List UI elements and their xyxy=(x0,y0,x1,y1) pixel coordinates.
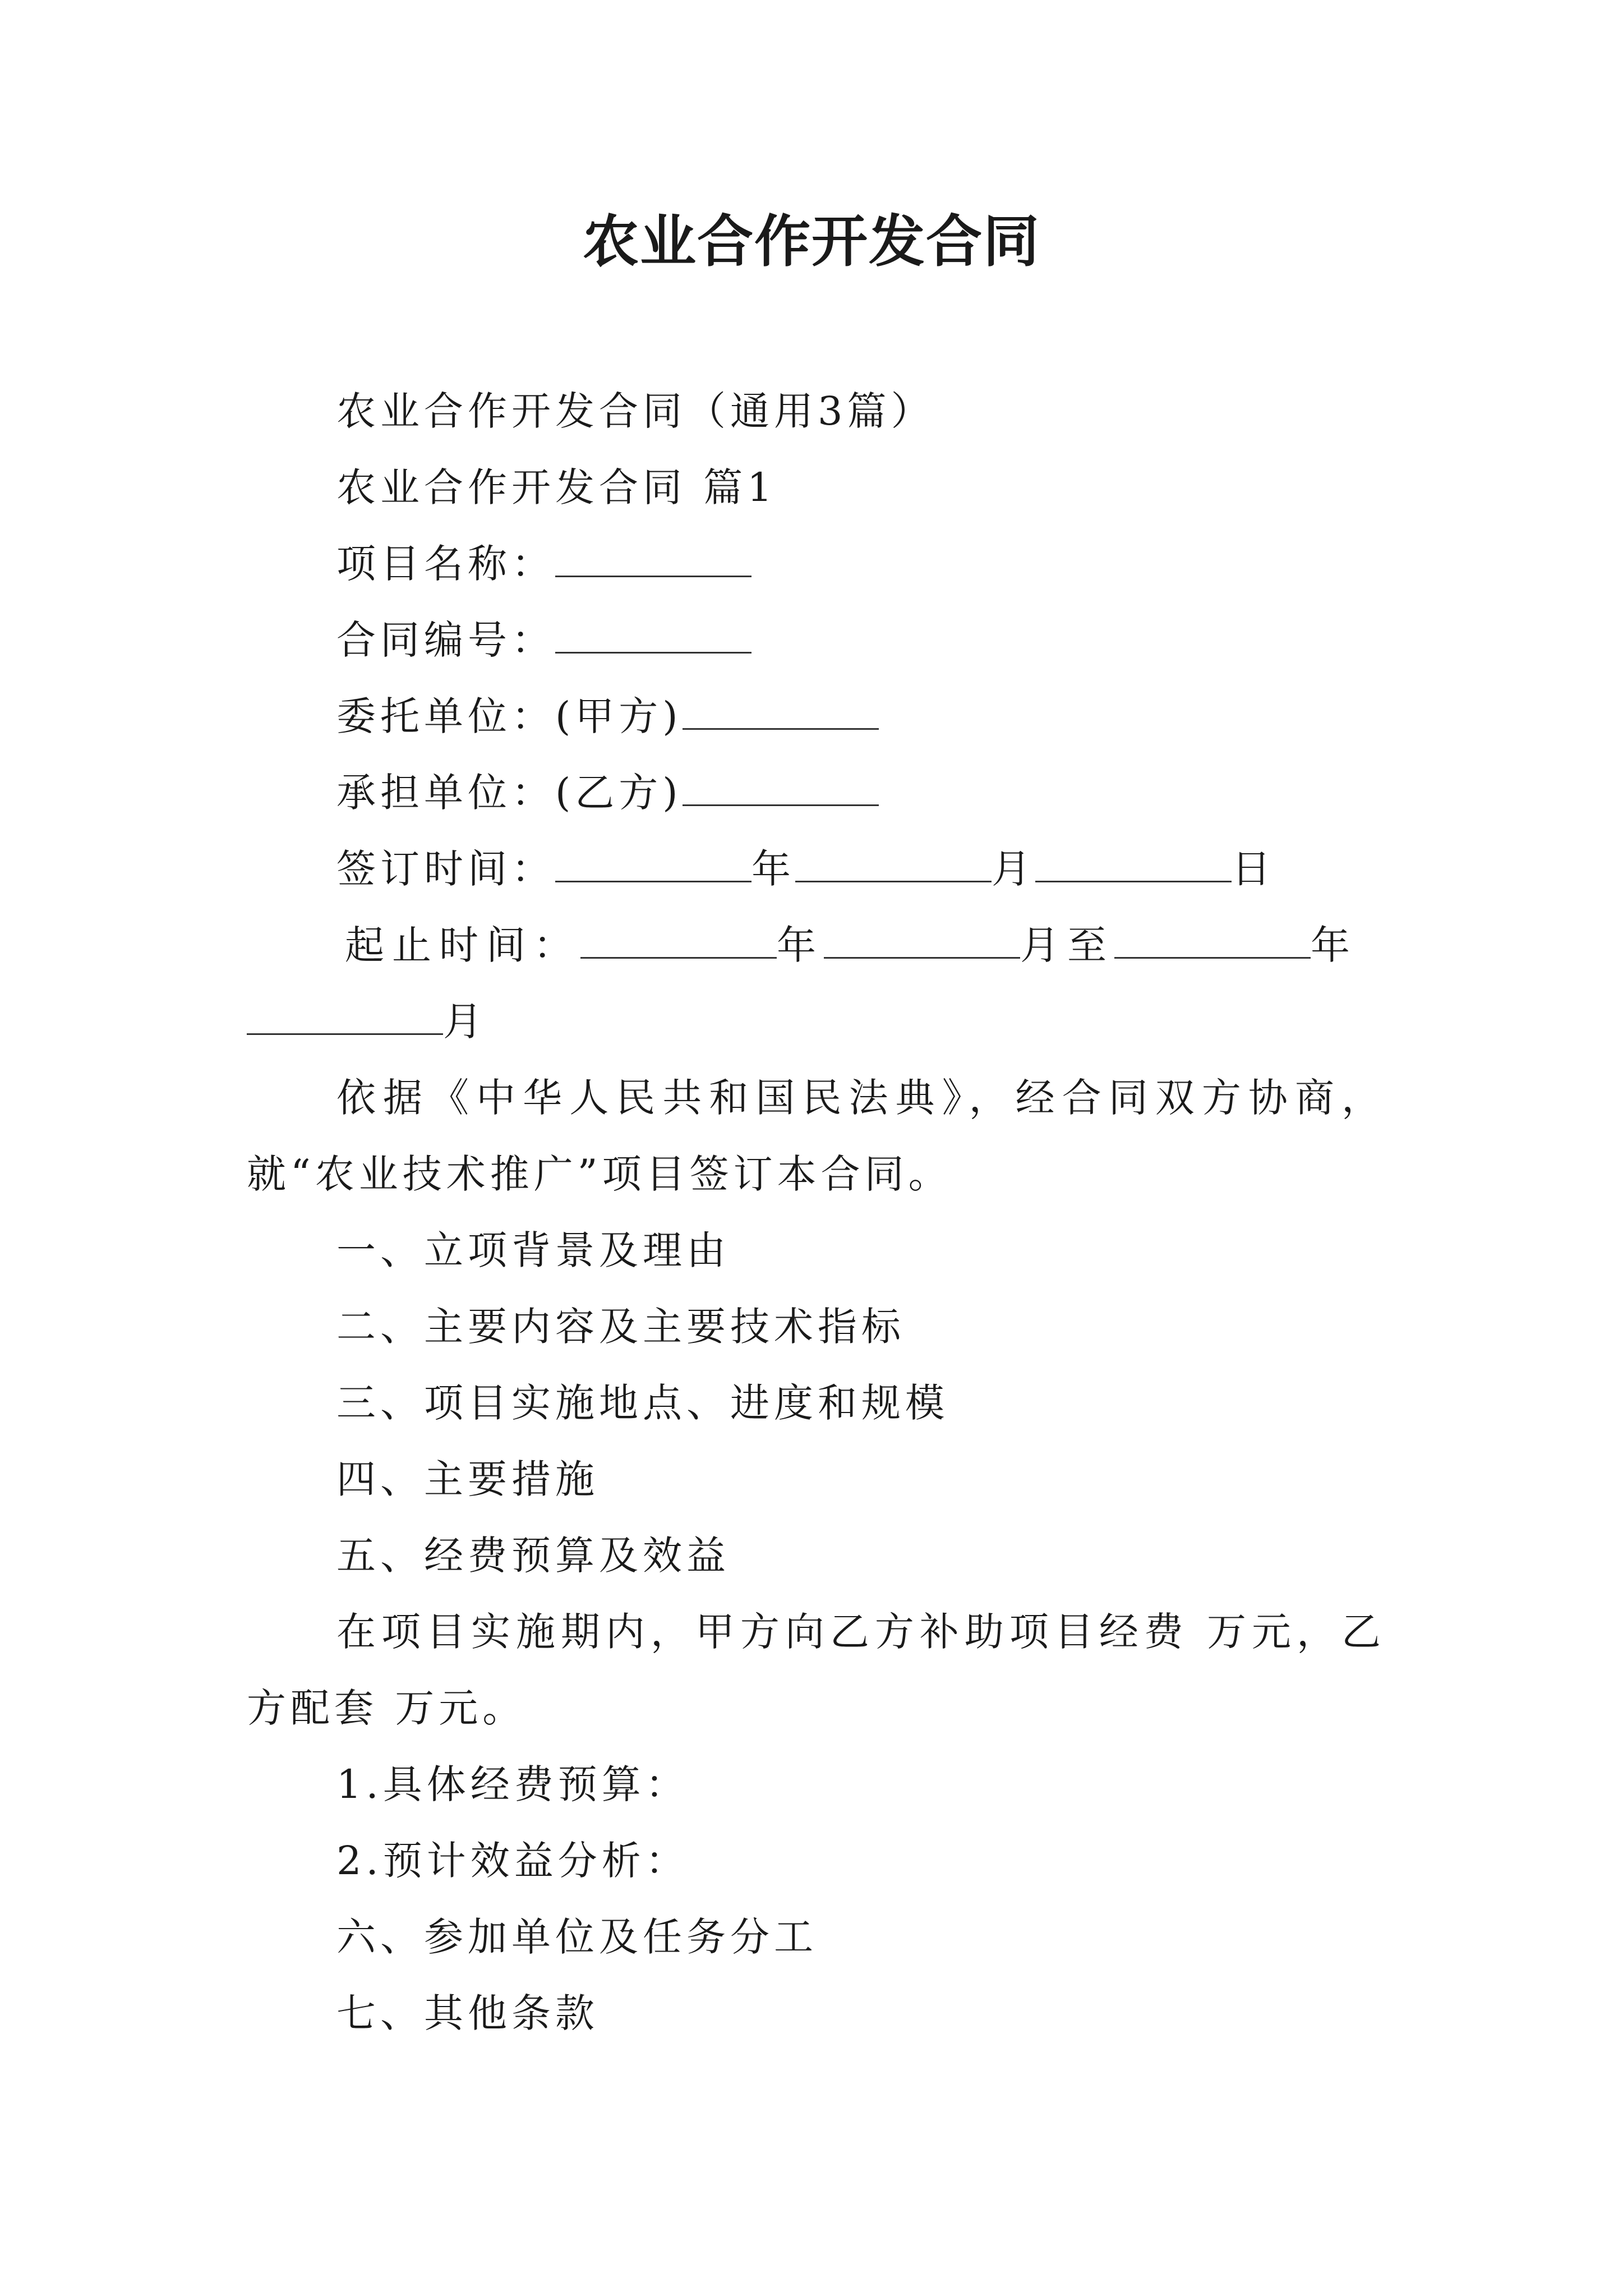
period-end-year-unit: 年 xyxy=(1311,922,1358,968)
sign-day-unit: 日 xyxy=(1232,846,1275,892)
sign-year-unit: 年 xyxy=(751,846,795,892)
client-line xyxy=(247,678,1385,754)
project-name-blank xyxy=(555,542,751,577)
item-5: 五、经费预算及效益 xyxy=(336,1533,730,1579)
project-name-line xyxy=(247,526,1385,602)
sign-month-blank xyxy=(795,847,992,882)
contractor-line xyxy=(247,754,1385,831)
item-4: 四、主要措施 xyxy=(336,1456,599,1502)
period-line-cont xyxy=(247,983,1385,1060)
item-6: 六、参加单位及任务分工 xyxy=(336,1914,818,1960)
item-2: 二、主要内容及主要技术指标 xyxy=(336,1304,905,1350)
sign-time-label: 签订时间： xyxy=(336,846,555,892)
period-end-year-blank xyxy=(1114,923,1311,959)
sign-month-unit: 月 xyxy=(992,846,1035,892)
contract-no-line xyxy=(247,602,1385,678)
period-start-year-blank xyxy=(580,923,777,959)
subitem-2: 2.预计效益分析： xyxy=(336,1838,689,1884)
basis-paragraph: 依据《中华人民共和国民法典》，经合同双方协商，就“农业技术推广”项目签订本合同。 xyxy=(247,1075,1385,1197)
contractor-blank xyxy=(683,771,879,806)
period-to-label: 月至 xyxy=(1020,922,1114,968)
item-7: 七、其他条款 xyxy=(336,1990,599,2036)
subtitle: 农业合作开发合同（通用3篇） xyxy=(336,388,935,434)
contractor-label: 承担单位：(乙方) xyxy=(336,770,683,816)
client-label: 委托单位：(甲方) xyxy=(336,693,683,739)
period-label: 起止时间： xyxy=(345,922,580,968)
document-body xyxy=(247,373,1385,2051)
period-start-month-blank xyxy=(824,923,1020,959)
client-blank xyxy=(683,694,879,730)
contract-no-blank xyxy=(555,618,751,654)
subitem-1: 1.具体经费预算： xyxy=(336,1761,689,1807)
period-line xyxy=(247,907,1385,983)
sign-day-blank xyxy=(1035,847,1232,882)
period-end-month-unit: 月 xyxy=(443,999,487,1045)
item-1: 一、立项背景及理由 xyxy=(336,1227,730,1273)
project-name-label: 项目名称： xyxy=(336,541,555,587)
contract-no-label: 合同编号： xyxy=(336,617,555,663)
section-heading: 农业合作开发合同 篇1 xyxy=(336,464,777,510)
period-end-month-blank xyxy=(247,1000,443,1035)
sign-time-line xyxy=(247,831,1385,907)
item-3: 三、项目实施地点、进度和规模 xyxy=(336,1380,949,1426)
document-title: 农业合作开发合同 xyxy=(583,208,1040,274)
period-start-year-unit: 年 xyxy=(777,922,824,968)
funding-paragraph: 在项目实施期内，甲方向乙方补助项目经费 万元，乙方配套 万元。 xyxy=(247,1609,1385,1731)
sign-year-blank xyxy=(555,847,751,882)
